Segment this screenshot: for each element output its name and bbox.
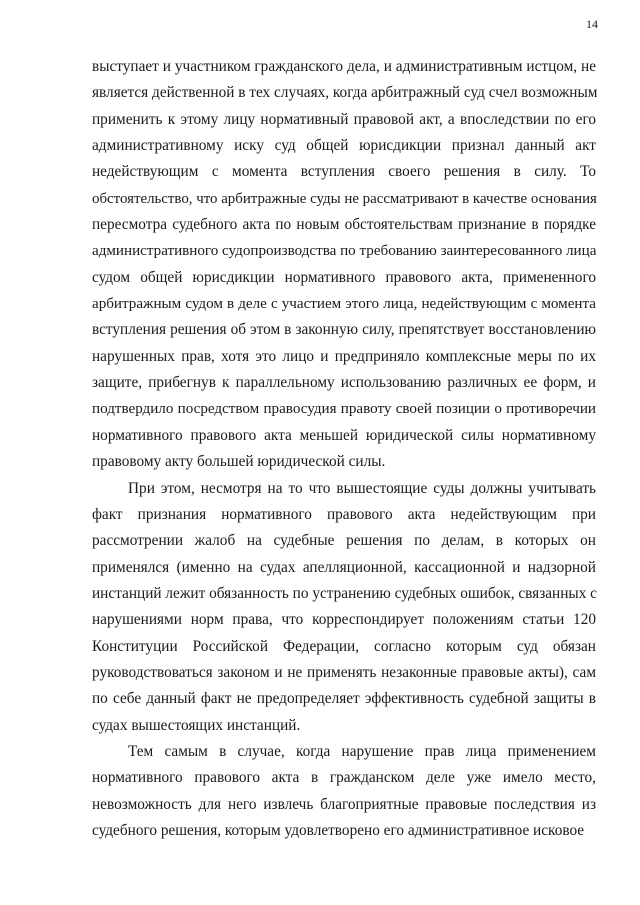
text-line: инстанций лежит обязанность по устранению судебных ошибок, связанных с <box>92 584 597 602</box>
text-line: вступления решения об этом в законную силу, препятствует восстановлению <box>92 321 596 339</box>
text-line: руководствоваться законом и не применять незаконные правовые акты), сам <box>92 663 596 681</box>
body-text <box>92 54 596 844</box>
text-line: применялся (именно на судах апелляционной, кассационной и надзорной <box>92 558 596 576</box>
text-line: При этом, несмотря на то что вышестоящие суды должны учитывать <box>128 479 596 497</box>
text-line: нормативного правового акта в гражданском деле уже имело место, <box>92 769 596 787</box>
text-line: подтвердило посредством правосудия правоту своей позиции о противоречии <box>92 401 596 418</box>
text-line: нормативного правового акта меньшей юридической силы нормативному <box>92 426 596 444</box>
paragraph <box>92 54 596 476</box>
text-line: выступает и участником гражданского дела, и административным истцом, не <box>92 58 596 75</box>
text-line: обстоятельство, что арбитражные суды не рассматривают в качестве основания <box>92 190 597 207</box>
text-line: судах вышестоящих инстанций. <box>92 716 301 734</box>
text-line: является действенной в тех случаях, когда арбитражный суд счел возможным <box>92 84 598 102</box>
text-line: судебного решения, которым удовлетворено его административное исковое <box>92 821 585 839</box>
text-line: факт признания нормативного правового акта недействующим при <box>92 505 596 523</box>
text-line: административного судопроизводства по требованию заинтересованного лица <box>92 243 597 260</box>
text-line: нарушенных прав, хотя это лицо и предприняло комплексные меры по их <box>92 347 596 365</box>
text-line: арбитражным судом в деле с участием этого лица, недействующим с момента <box>92 296 596 313</box>
text-line: административному иску суд общей юрисдикции признал данный акт <box>92 137 596 155</box>
paragraph <box>92 739 596 844</box>
text-line: рассмотрении жалоб на судебные решения по делам, в которых он <box>92 532 596 550</box>
paragraph <box>92 476 596 739</box>
text-line: пересмотра судебного акта по новым обстоятельствам признание в порядке <box>92 216 596 234</box>
text-line: невозможность для него извлечь благоприятные правовые последствия из <box>92 795 596 813</box>
text-line: Тем самым в случае, когда нарушение прав лица применением <box>128 742 596 760</box>
text-line: правовому акту большей юридической силы. <box>92 453 386 471</box>
page-number: 14 <box>586 17 598 31</box>
text-line: применить к этому лицу нормативный правовой акт, а впоследствии по его <box>92 110 596 128</box>
text-line: судом общей юрисдикции нормативного правового акта, примененного <box>92 268 596 286</box>
text-line: защите, прибегнув к параллельному использованию различных ее форм, и <box>92 374 596 392</box>
text-line: нарушениями норм права, что корреспондирует положениям статьи 120 <box>92 611 596 629</box>
text-line: Конституции Российской Федерации, согласно которым суд обязан <box>92 637 596 655</box>
text-line: по себе данный факт не предопределяет эффективность судебной защиты в <box>92 690 596 708</box>
text-line: недействующим с момента вступления своего решения в силу. То <box>92 163 596 181</box>
